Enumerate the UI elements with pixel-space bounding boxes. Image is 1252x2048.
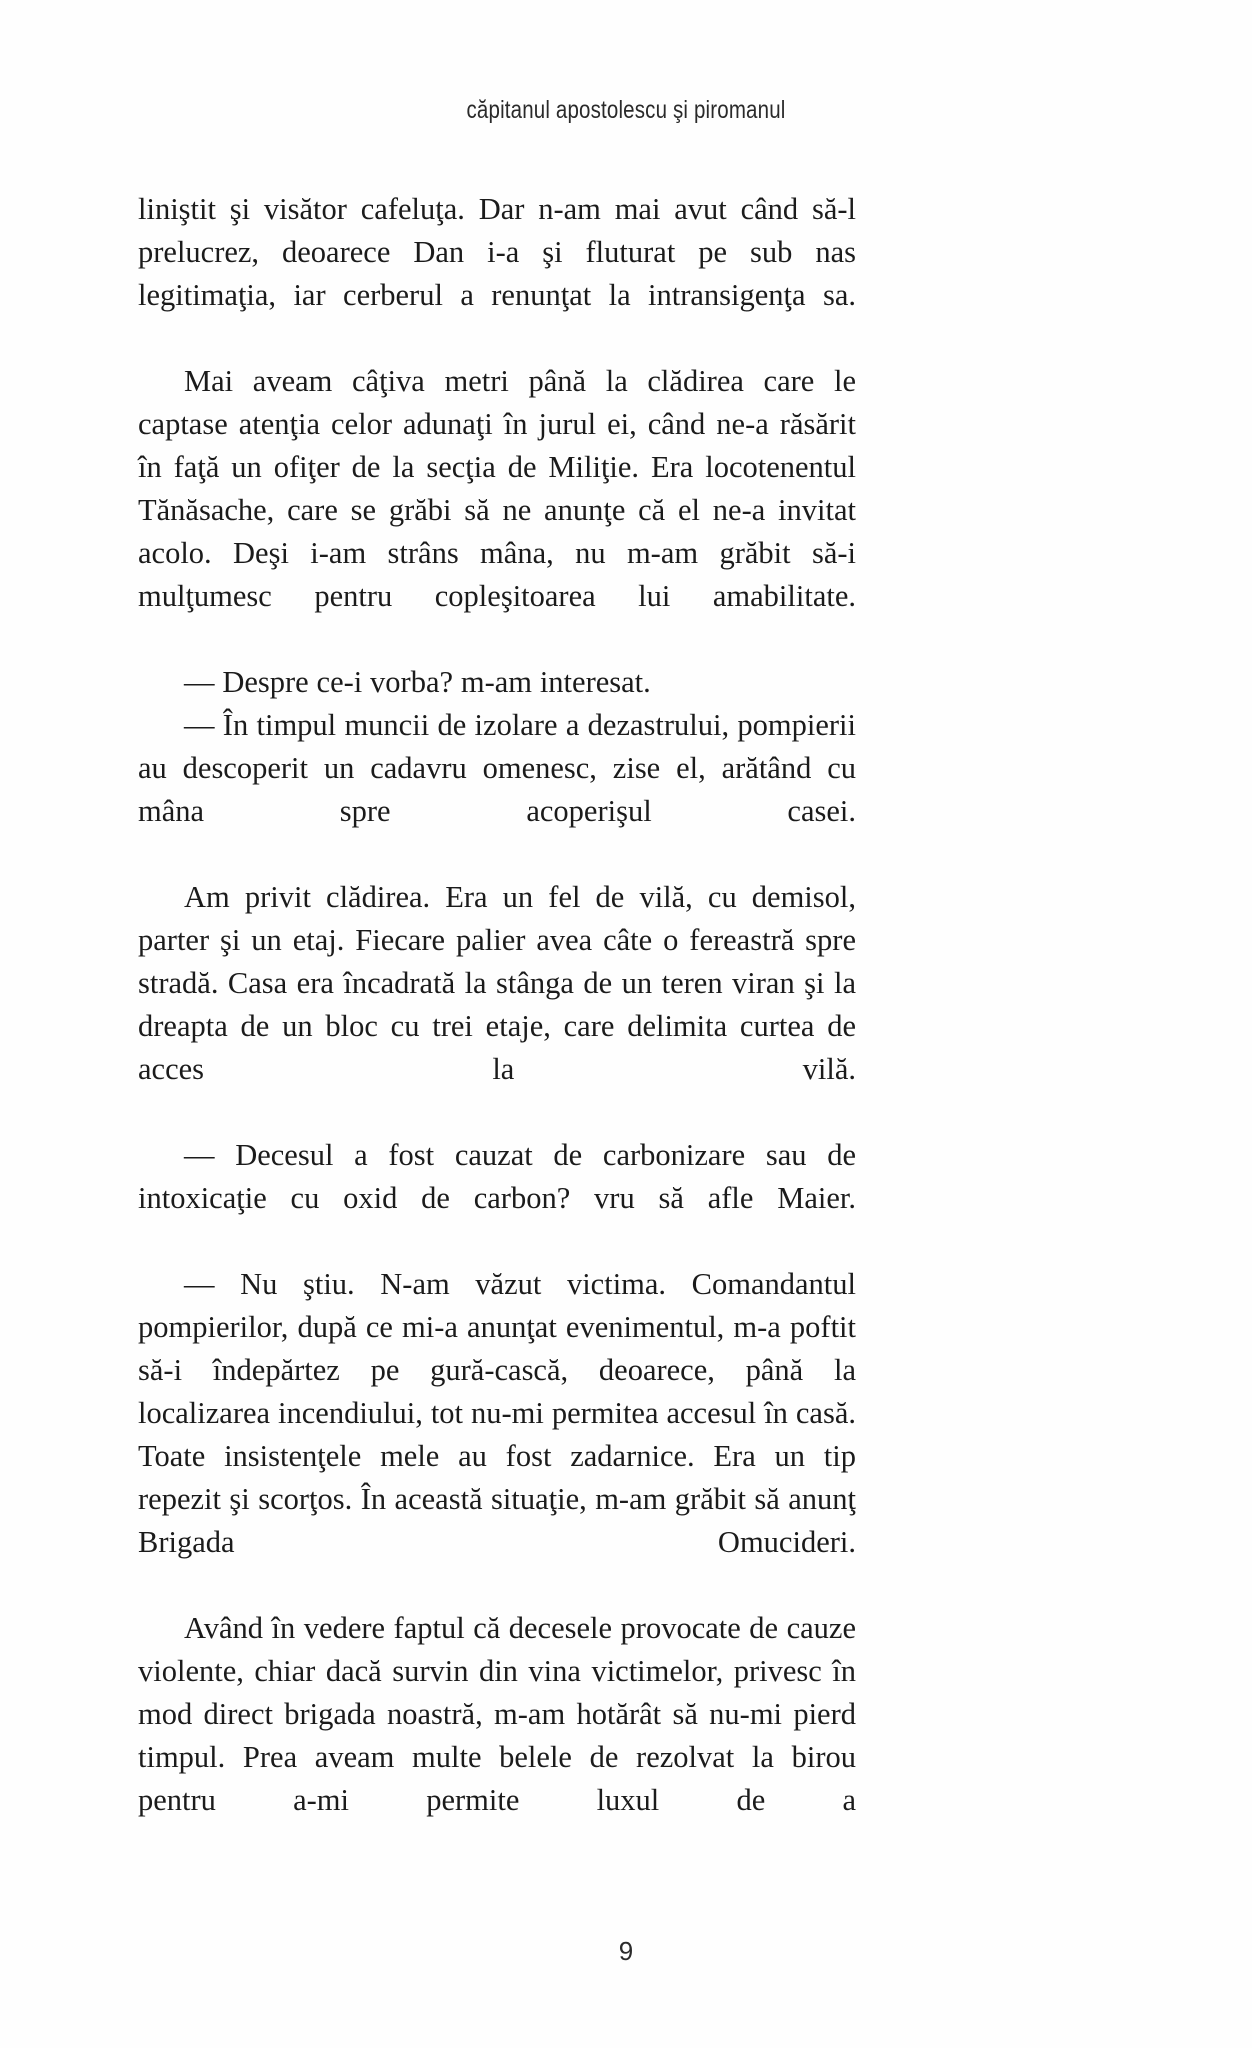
dialogue-line: — În timpul muncii de izolare a dezastrului, pompierii au descoperit un cadavru omenesc, zise el, arătând cu mâna spre acoperişul casei. — [138, 708, 856, 828]
page-number: 9 — [618, 1936, 634, 1966]
running-head: căpitanul apostolescu şi piromanul — [466, 96, 786, 124]
body-text-block — [138, 188, 856, 1865]
dialogue-line: — Despre ce-i vorba? m-am interesat. — [184, 665, 651, 699]
paragraph: Mai aveam câţiva metri până la clădirea care le captase atenţia celor adunaţi în jurul ei, când ne-a răsărit în faţă un ofiţer de la secţia de Miliţie. Era locotenentul Tănăsache, care se grăbi să ne anunţe că el ne-a invitat acolo. Deşi i-am strâns mâna, nu m-am grăbit să-i mulţumesc pentru copleşitoarea lui amabilitate. — [138, 364, 856, 613]
paragraph-continuation: liniştit şi visător cafeluţa. Dar n-am mai avut când să-l prelucrez, deoarece Dan i-a şi fluturat pe sub nas legitimaţia, iar cerberul a renunţat la intransigenţa sa. — [138, 192, 856, 312]
paragraph: Am privit clădirea. Era un fel de vilă, cu demisol, parter şi un etaj. Fiecare palier avea câte o fereastră spre stradă. Casa era încadrată la stânga de un teren viran şi la dreapta de un bloc cu trei etaje, care delimita curtea de acces la vilă. — [138, 880, 856, 1086]
paragraph: Având în vedere faptul că decesele provocate de cauze violente, chiar dacă survin din vina victimelor, privesc în mod direct brigada noastră, m-am hotărât să nu-mi pierd timpul. Prea aveam multe belele de rezolvat la birou pentru a-mi permite luxul de a — [138, 1611, 856, 1817]
dialogue-line: — Decesul a fost cauzat de carbonizare sau de intoxicaţie cu oxid de carbon? vru să afle Maier. — [138, 1138, 856, 1215]
dialogue-line: — Nu ştiu. N-am văzut victima. Comandantul pompierilor, după ce mi-a anunţat evenimentul, m-a poftit să-i îndepărtez pe gură-cască, deoarece, până la localizarea incendiului, tot nu-mi permitea accesul în casă. Toate insistenţele mele au fost zadarnice. Era un tip repezit şi scorţos. În această situaţie, m-am grăbit să anunţ Brigada Omucideri. — [138, 1267, 856, 1559]
